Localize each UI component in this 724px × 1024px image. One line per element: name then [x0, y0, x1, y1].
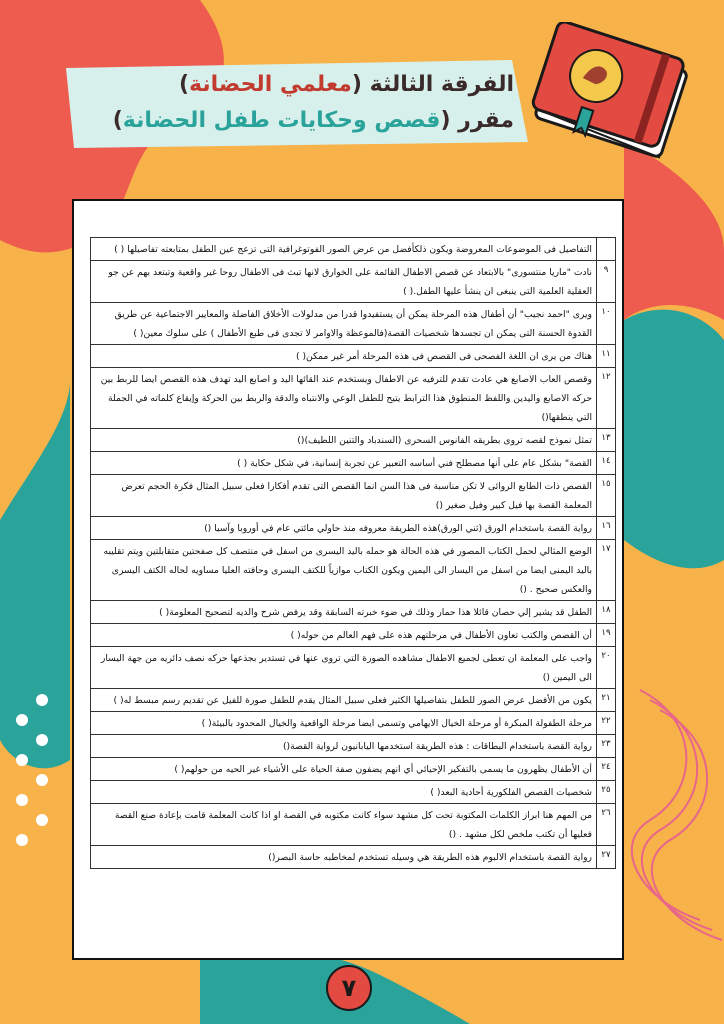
- book-icon: [528, 22, 698, 162]
- teal-blob-left: [0, 380, 70, 768]
- question-text: واجب على المعلمة ان تعطى لجميع الاطفال مشاهده الصورة التي تروى عنها في تستدير بجذعها حركه نصف دائريه من جهة اليسار الى اليمين (): [91, 647, 597, 689]
- worksheet-page: [72, 199, 624, 960]
- question-text: أن القصص والكتب تعاون الأطفال في مرحلتهم هذه على فهم العالم من حوله( ): [91, 624, 597, 647]
- question-number: ٢٦: [597, 804, 616, 846]
- pink-waves-decoration: [632, 690, 722, 940]
- header-title-box: [60, 58, 530, 150]
- question-row: [91, 345, 616, 368]
- course-name-title: [113, 108, 514, 133]
- question-number: ٩: [597, 261, 616, 303]
- question-row: [91, 429, 616, 452]
- question-row: [91, 758, 616, 781]
- question-number: ١٩: [597, 624, 616, 647]
- questions-table: [90, 237, 616, 869]
- question-row: [91, 804, 616, 846]
- question-text: نادت "ماريا منتسورى" بالابتعاد عن قصص الاطفال القائمة على الخوارق لانها تبث فى الاطفال روحا غير واقعية وتبتعد بهم عن جو العقلية العلمية التى ينبغى ان ينشأ عليها الطفل.( ): [91, 261, 597, 303]
- question-text: رواية القصة باستخدام البطاقات : هذه الطريقة استخدمها اليابانيون لرواية القصة(): [91, 735, 597, 758]
- program-label: معلمي الحضانة: [189, 72, 352, 97]
- question-text: رواية القصة باستخدام الورق (ثني الورق)هذه الطريقة معروفه منذ حاولي مائتي عام في أوروبا وآسيا (): [91, 517, 597, 540]
- question-text: ويرى "احمد نجيب" أن أطفال هذه المرحلة يمكن أن يستفيدوا قدرا من مدلولات الأخلاق الفاضلة والمعايير الاجتماعية عن طريق القدوة الحسنة التى يمكن ان تجسدها شخصيات القصة(فالموعظة والاوامر لا تجدى فى طبع الأطفال ) على سلوك معين( ): [91, 303, 597, 345]
- question-text: يكون من الأفضل عرض الصور للطفل بتفاصيلها الكثير فعلى سبيل المثال يقدم للطفل صورة للفيل عن تقديم رسم مبسط له( ): [91, 689, 597, 712]
- question-text: الوضع المثالي لحمل الكتاب المصور في هذه الحالة هو حمله باليد اليسرى من اسفل في منتصف كل صفحتين متقابلتين ويتم تقليبه باليد اليمنى ايضا من اسفل من اليسار الى اليمين ويكون الكتاب موازياً للكتف اليسرى وحافته العليا مساويه لحاله الكتف اليسرى والعكس صحيح . (): [91, 540, 597, 601]
- question-row: [91, 647, 616, 689]
- question-number: ١٨: [597, 601, 616, 624]
- question-number: ١٧: [597, 540, 616, 601]
- question-number: ١٢: [597, 368, 616, 429]
- question-text: تمثل نموذج لقصه تروى بطريقه الفانوس السحرى (السندباد والتنين اللطيف)(): [91, 429, 597, 452]
- question-row: [91, 781, 616, 804]
- question-row: [91, 517, 616, 540]
- question-row: [91, 540, 616, 601]
- question-text: القصص ذات الطابع الروائى لا تكن مناسبة فى هذا السن انما القصص التى تقدم أفكارا فعلى سبيل المثال فكرة الحجم تعرض المعلمة القصة بها فيل كبير وفيل صغير (): [91, 475, 597, 517]
- question-number: ١٥: [597, 475, 616, 517]
- question-row: [91, 368, 616, 429]
- question-number: ١٠: [597, 303, 616, 345]
- question-number: ١٦: [597, 517, 616, 540]
- question-row: [91, 452, 616, 475]
- question-number: [597, 238, 616, 261]
- question-text: هناك من يرى ان اللغة الفصحى فى القصص فى هذه المرحلة أمر غير ممكن( ): [91, 345, 597, 368]
- question-row: [91, 846, 616, 869]
- course-name: قصص وحكايات طفل الحضانة: [122, 108, 441, 133]
- question-row: [91, 475, 616, 517]
- question-row: [91, 261, 616, 303]
- question-number: ٢٣: [597, 735, 616, 758]
- question-number: ٢٥: [597, 781, 616, 804]
- question-text: مرحلة الطفولة المبكرة أو مرحلة الخيال الايهامي وتسمى ايضا مرحلة الواقعية والخيال المحدود بالبيئة( ): [91, 712, 597, 735]
- question-row: [91, 238, 616, 261]
- course-label: مقرر (: [440, 108, 514, 133]
- teal-blob-right: [624, 310, 724, 569]
- question-row: [91, 601, 616, 624]
- question-number: ١٤: [597, 452, 616, 475]
- question-text: التفاصيل فى الموضوعات المعروضة ويكون ذلكأفضل من عرض الصور الفوتوغرافية التى تزعج عين الطفل بمتابعته تفاصيلها ( ): [91, 238, 597, 261]
- page-number-badge: ٧: [326, 965, 372, 1011]
- question-text: وقصص العاب الاصابع هي عادت تقدم للترفيه عن الاطفال ويستخدم عند القائها اليد و اصابع اليد تهدف هذه القصص ايضا للربط بين حركه الاصابع واليدين واللفظ المنطوق هذا الترابط يتيح للطفل الوعي والانتباه والدقة والربط بين الحركة وإيقاع كلماته في الجملة التي ينطقها(): [91, 368, 597, 429]
- question-number: ٢٧: [597, 846, 616, 869]
- question-text: أن الأطفال يظهرون ما يسمى بالتفكير الإحيائي أي انهم يضفون صفة الحياة على الأشياء غير الحيه من حولهم( ): [91, 758, 597, 781]
- question-number: ٢٢: [597, 712, 616, 735]
- question-text: الطفل قد يشير إلي حصان قائلا هذا حمار وذلك في ضوء خبرته السابقة وقد يرفض شرح والديه لتصحيح المعلومة( ): [91, 601, 597, 624]
- question-row: [91, 712, 616, 735]
- question-number: ١٣: [597, 429, 616, 452]
- question-text: شخصيات القصص الفلكورية أحادية البعد( ): [91, 781, 597, 804]
- title-paren-close-1: ): [178, 72, 190, 97]
- red-blob-right: [624, 140, 724, 320]
- question-row: [91, 624, 616, 647]
- question-row: [91, 303, 616, 345]
- year-label: الفرقة الثالثة (: [351, 72, 514, 97]
- question-text: رواية القصة باستخدام الالبوم هذه الطريقة هي وسيله تستخدم لمخاطبه حاسة البصر(): [91, 846, 597, 869]
- question-number: ١١: [597, 345, 616, 368]
- question-row: [91, 689, 616, 712]
- question-text: من المهم هنا ابراز الكلمات المكتوبة تحت كل مشهد سواء كانت مكتوبه في القصة او اذا كانت المعلمة قامت بإعادة صنع القصة فعليها أن تكتب ملخص لكل مشهد . (): [91, 804, 597, 846]
- question-row: [91, 735, 616, 758]
- course-year-title: [179, 72, 514, 97]
- question-text: القصة" بشكل عام على أنها مصطلح فني أساسه التعبير عن تجربة إنسانية، في شكل حكاية ( ): [91, 452, 597, 475]
- title-paren-close-2: ): [112, 108, 123, 133]
- question-number: ٢١: [597, 689, 616, 712]
- question-number: ٢٠: [597, 647, 616, 689]
- question-number: ٢٤: [597, 758, 616, 781]
